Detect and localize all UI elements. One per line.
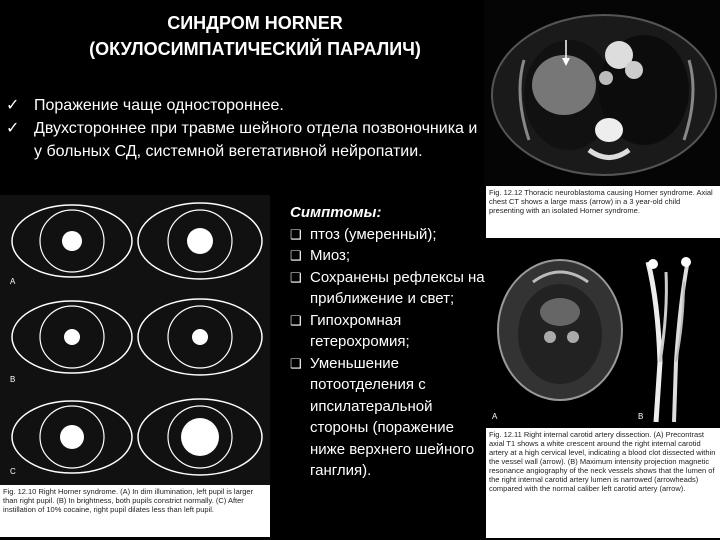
symptoms-heading: Симптомы: xyxy=(290,204,382,221)
bullet-item xyxy=(6,117,486,163)
symptom-text: Гипохромная гетерохромия; xyxy=(310,311,410,350)
bullet-text: Поражение чаще одностороннее. xyxy=(34,97,284,114)
eye-diagrams xyxy=(0,195,270,485)
checkbox-bullet-icon: ❑ xyxy=(290,312,302,328)
eye-row-a xyxy=(12,203,262,279)
checkbox-bullet-icon: ❑ xyxy=(290,355,302,371)
symptom-text: птоз (умеренный); xyxy=(310,225,437,243)
mri-caption: Fig. 12.11 Right internal carotid artery dissection. (A) Precontrast axial T1 shows a white crescent around the right internal carotid artery at a high cervical level, indicating a blood clot dissected within the vessel wall (arrow). (B) Maximum intensity projection magnetic resonance angiography of the neck vessels shows that the lumen of the right internal carotid artery lumen is narrowed (arrowheads) compared with the normal caliber left carotid artery (arrow). xyxy=(486,428,720,538)
checkbox-bullet-icon: ❑ xyxy=(290,226,302,242)
symptom-text: Уменьшение потоотделения с ипсилатеральной стороны (поражение ниже верхнего шейного ганглия). xyxy=(310,354,475,479)
bullet-text: Двухстороннее при травме шейного отдела позвоночника и у больных СД, системной вегетативной нейропатии. xyxy=(34,120,478,160)
symptom-item xyxy=(290,224,490,246)
checkmark-icon: ✓ xyxy=(6,97,20,114)
symptom-item xyxy=(290,267,490,310)
title-line-1: СИНДРОМ HORNER xyxy=(167,13,343,33)
panel-label-a: A xyxy=(10,277,16,286)
panel-label-b: B xyxy=(10,375,16,384)
checkmark-icon: ✓ xyxy=(6,120,20,137)
mri-image xyxy=(488,242,720,424)
eye-caption: Fig. 12.10 Right Horner syndrome. (A) In dim illumination, left pupil is larger than right pupil. (B) In brightness, both pupils constrict normally. (C) After instillation of 10% cocaine, right pupil dilates less than left pupil. xyxy=(0,485,270,537)
checkbox-bullet-icon: ❑ xyxy=(290,248,302,263)
eye-row-b xyxy=(12,299,262,375)
symptom-item xyxy=(290,310,490,353)
symptoms-list xyxy=(290,202,490,482)
eye-row-c xyxy=(12,399,262,475)
panel-label-c: C xyxy=(10,467,16,476)
symptom-text: Сохранены рефлексы на приближение и свет; xyxy=(310,268,485,307)
title-line-2: (ОКУЛОСИМПАТИЧЕСКИЙ ПАРАЛИЧ) xyxy=(89,39,421,59)
panel-label-b: B xyxy=(638,412,644,421)
ct-image xyxy=(484,0,720,185)
ct-caption: Fig. 12.12 Thoracic neuroblastoma causing Horner syndrome. Axial chest CT shows a large mass (arrow) in a 3 year-old child presenting with an isolated Horner syndrome. xyxy=(486,186,720,238)
symptom-text: Миоз; xyxy=(310,247,351,264)
bullet-item xyxy=(6,94,486,117)
slide-title xyxy=(20,10,490,62)
bullet-list xyxy=(6,94,486,163)
symptom-item xyxy=(290,245,490,267)
checkbox-bullet-icon: ❑ xyxy=(290,269,302,285)
panel-label-a: A xyxy=(492,412,498,421)
symptom-item xyxy=(290,353,490,482)
